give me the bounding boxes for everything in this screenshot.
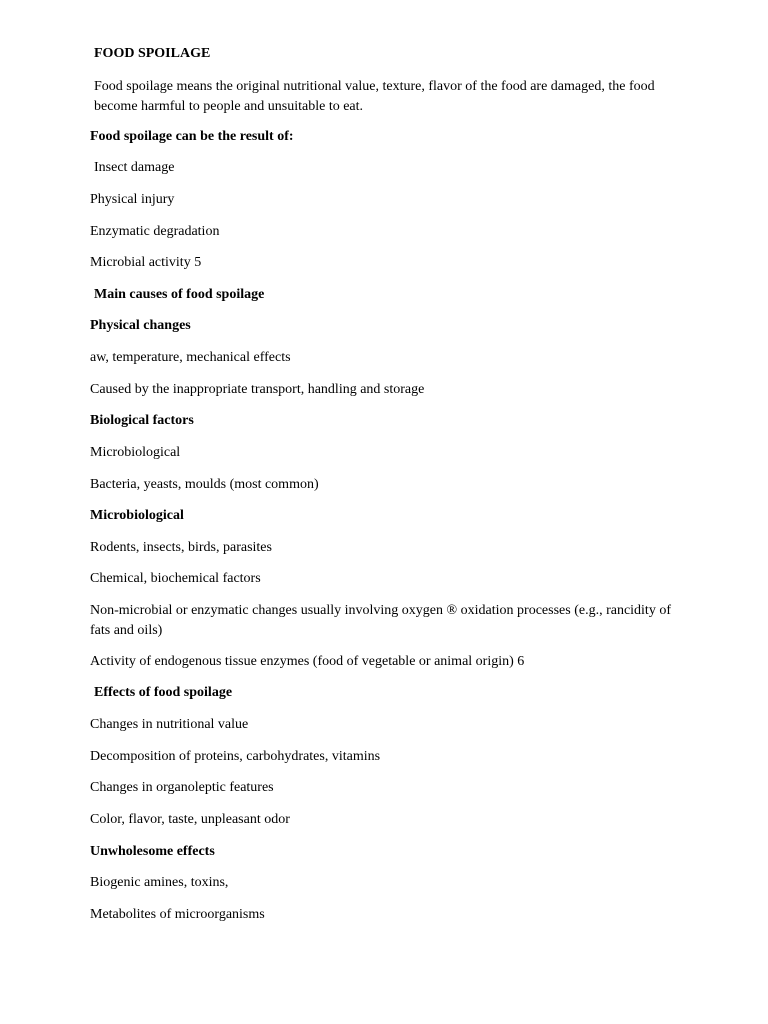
microbiological-item: Chemical, biochemical factors bbox=[90, 571, 261, 586]
unwholesome-heading: Unwholesome effects bbox=[90, 844, 215, 859]
unwholesome-item: Metabolites of microorganisms bbox=[90, 907, 265, 922]
physical-heading: Physical changes bbox=[90, 318, 191, 333]
unwholesome-item: Biogenic amines, toxins, bbox=[90, 875, 229, 890]
result-item: Microbial activity 5 bbox=[90, 255, 202, 270]
effects-item: Color, flavor, taste, unpleasant odor bbox=[90, 812, 290, 827]
main-causes-heading: Main causes of food spoilage bbox=[94, 287, 265, 302]
intro-text: Food spoilage means the original nutritional value, texture, flavor of the food are damaged, the food become harmful to people and unsuitable to eat. bbox=[94, 79, 655, 114]
effects-heading: Effects of food spoilage bbox=[94, 685, 233, 700]
result-heading: Food spoilage can be the result of: bbox=[90, 129, 294, 144]
microbiological-item: Activity of endogenous tissue enzymes (food of vegetable or animal origin) 6 bbox=[90, 654, 525, 669]
effects-item: Changes in nutritional value bbox=[90, 717, 249, 732]
result-item: Enzymatic degradation bbox=[90, 224, 220, 239]
physical-item: Caused by the inappropriate transport, handling and storage bbox=[90, 382, 425, 397]
intro-paragraph bbox=[94, 77, 680, 117]
physical-item: aw, temperature, mechanical effects bbox=[90, 350, 291, 365]
effects-item: Decomposition of proteins, carbohydrates, vitamins bbox=[90, 749, 381, 764]
biological-heading: Biological factors bbox=[90, 413, 194, 428]
document-title: FOOD SPOILAGE bbox=[94, 46, 211, 61]
result-item: Insect damage bbox=[94, 160, 175, 175]
microbiological-item: Rodents, insects, birds, parasites bbox=[90, 540, 272, 555]
microbiological-heading: Microbiological bbox=[90, 508, 184, 523]
microbiological-item: Non-microbial or enzymatic changes usually involving oxygen ® oxidation processes (e.g., rancidity of fats and oils) bbox=[90, 603, 671, 638]
biological-item: Bacteria, yeasts, moulds (most common) bbox=[90, 477, 319, 492]
effects-item: Changes in organoleptic features bbox=[90, 780, 274, 795]
result-item: Physical injury bbox=[90, 192, 175, 207]
biological-item: Microbiological bbox=[90, 445, 181, 460]
